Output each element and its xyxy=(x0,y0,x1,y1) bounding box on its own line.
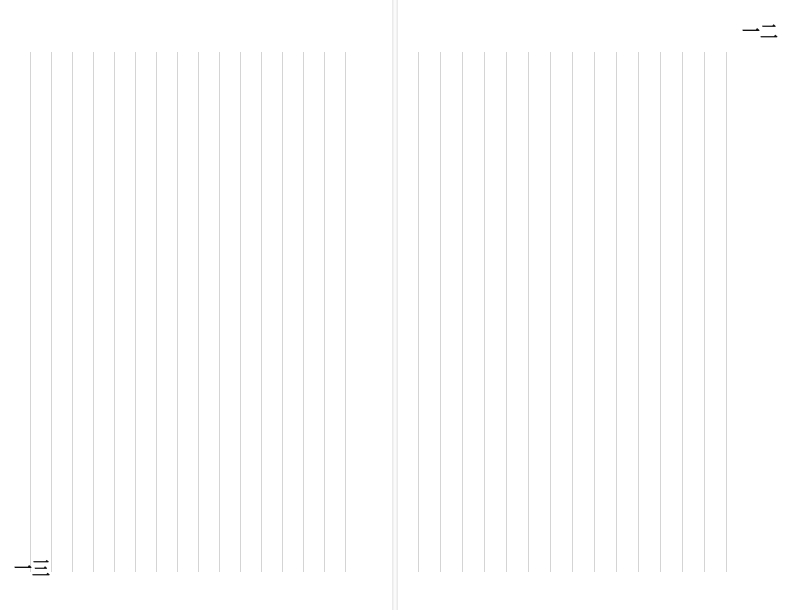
text-column xyxy=(462,52,478,572)
text-column xyxy=(660,52,676,572)
text-column xyxy=(550,52,566,572)
right-page xyxy=(400,0,793,610)
text-column xyxy=(726,52,742,572)
right-page-columns xyxy=(418,52,748,572)
text-column xyxy=(345,52,361,572)
text-column xyxy=(156,52,172,572)
text-column xyxy=(261,52,277,572)
text-column xyxy=(30,52,46,572)
text-column xyxy=(282,52,298,572)
text-column xyxy=(484,52,500,572)
text-column xyxy=(72,52,88,572)
text-column xyxy=(616,52,632,572)
text-column xyxy=(240,52,256,572)
text-column xyxy=(572,52,588,572)
text-column xyxy=(704,52,720,572)
text-column xyxy=(506,52,522,572)
text-column xyxy=(303,52,319,572)
text-column xyxy=(594,52,610,572)
text-column xyxy=(114,52,130,572)
book-spine xyxy=(392,0,398,610)
left-page xyxy=(0,0,390,610)
text-column xyxy=(440,52,456,572)
text-column xyxy=(528,52,544,572)
text-column xyxy=(51,52,67,572)
text-column xyxy=(177,52,193,572)
text-column xyxy=(219,52,235,572)
text-column xyxy=(418,52,434,572)
text-column xyxy=(135,52,151,572)
text-column xyxy=(638,52,654,572)
text-column xyxy=(93,52,109,572)
right-page-number: 一二 xyxy=(742,22,778,43)
left-page-columns xyxy=(30,52,370,572)
text-column xyxy=(324,52,340,572)
text-column xyxy=(198,52,214,572)
left-page-number: 一三 xyxy=(14,559,50,580)
text-column xyxy=(682,52,698,572)
